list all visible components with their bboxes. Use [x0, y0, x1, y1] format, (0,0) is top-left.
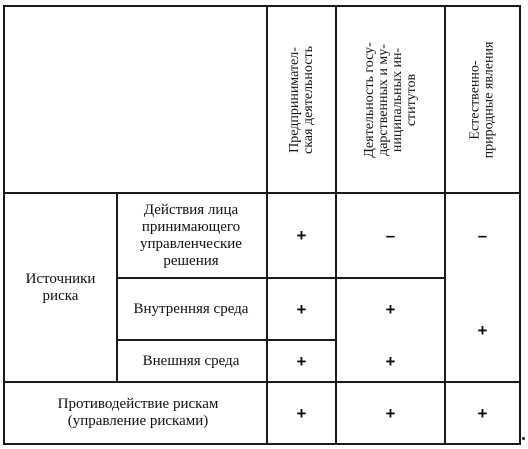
- group-label-risk-sources: Источники риска: [25, 270, 96, 304]
- row3-col2-mark: +: [385, 351, 396, 371]
- row2-col1-mark: +: [296, 299, 307, 319]
- row1-col1-mark: +: [296, 226, 307, 245]
- header-entrepreneurial-activity: Предпринимател- ская деятельность: [286, 45, 316, 154]
- table-border-right: [519, 5, 521, 445]
- row1-col2-mark: –: [385, 226, 396, 245]
- row4-col3-mark: +: [477, 403, 488, 423]
- sublabel-divider: [116, 192, 118, 383]
- table-border-left: [3, 5, 5, 445]
- risk-sources-table: [3, 5, 521, 445]
- header-state-municipal-institutions: Деятельность госу- дарственных и му- ниципальных ин- ститутов: [361, 41, 419, 158]
- header-natural-phenomena: Естественно- природные явления: [467, 41, 497, 158]
- row-label-risk-counteraction: Противодействие рискам (управление рисками): [57, 396, 219, 429]
- row1-col3-mark: –: [477, 226, 488, 245]
- row4-col1-mark: +: [296, 403, 307, 423]
- row-label-external-environment: Внешняя среда: [142, 352, 240, 369]
- row3-col1-mark: +: [296, 351, 307, 371]
- row4-col2-mark: +: [385, 403, 396, 423]
- row2-col2-mark: +: [385, 299, 396, 319]
- row-label-decision-maker-actions: Действия лица принимающего управленческие решения: [140, 201, 242, 269]
- stray-dot: [522, 437, 525, 440]
- row-label-internal-environment: Внутренняя среда: [133, 300, 249, 317]
- row2-3-col3-mark: +: [477, 320, 488, 340]
